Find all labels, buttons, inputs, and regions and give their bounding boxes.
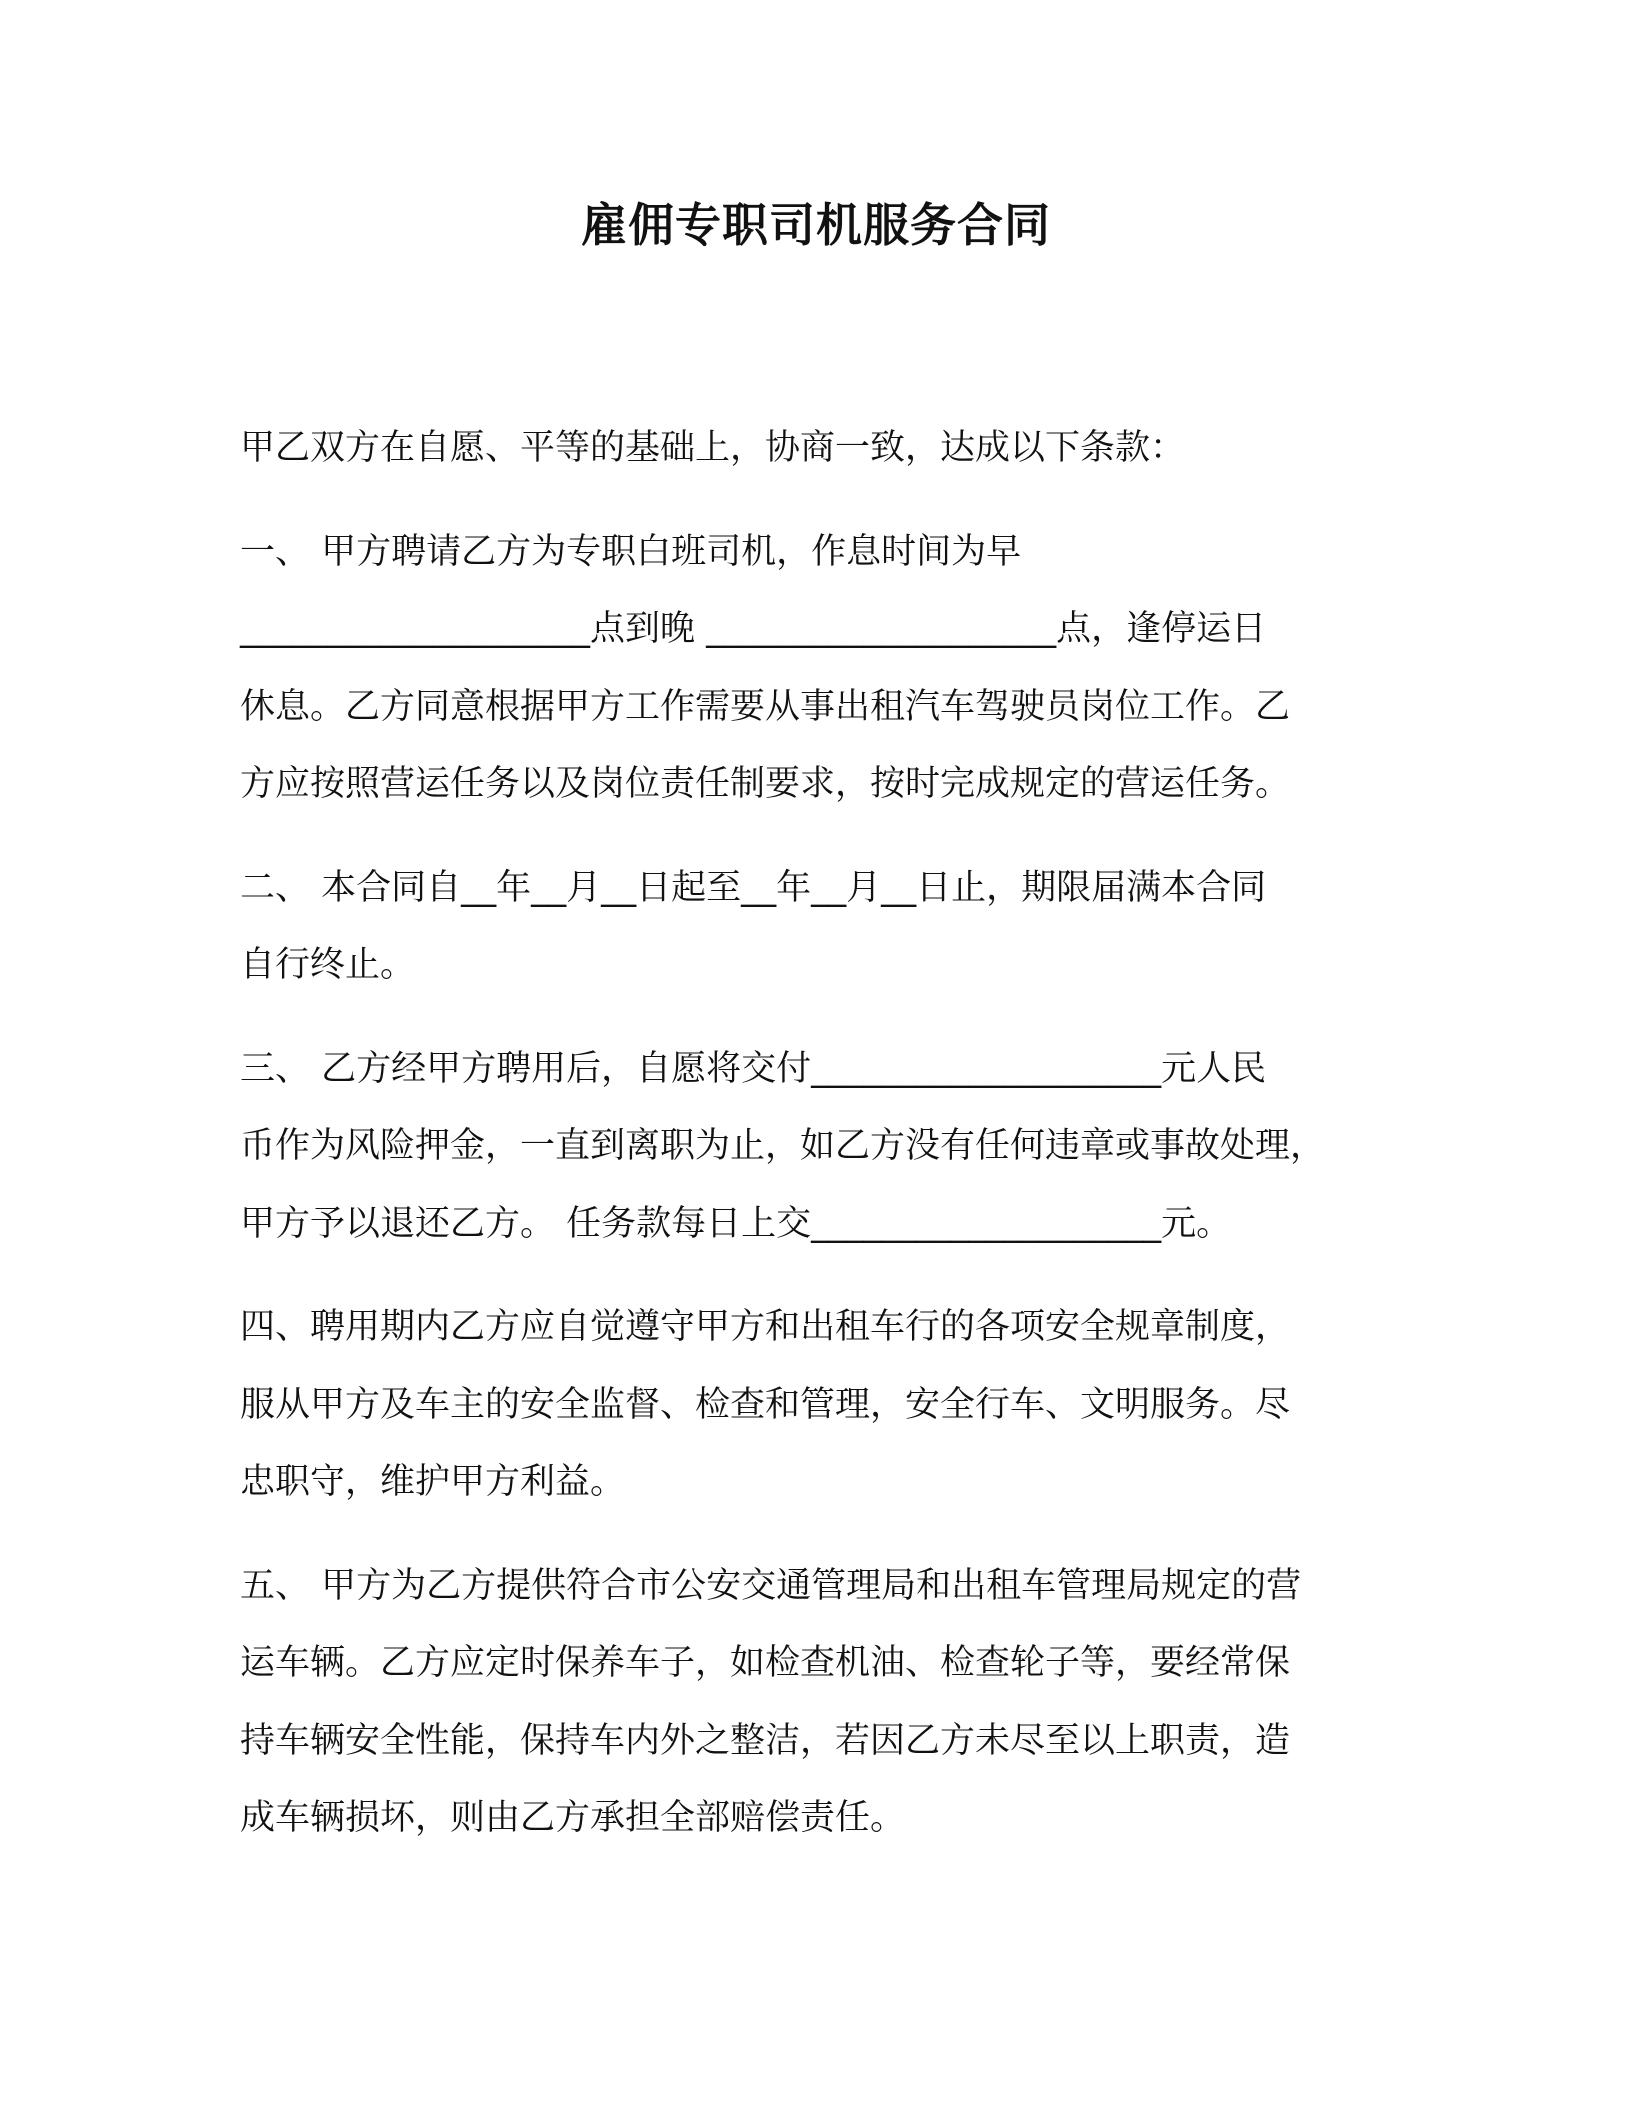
- clause-2: [240, 850, 1380, 1005]
- clause-3: [240, 1031, 1380, 1264]
- intro-line: 甲乙双方在自愿、平等的基础上，协商一致，达成以下条款：: [240, 428, 1186, 468]
- clause-5-line-4: 成车辆损坏，则由乙方承担全部赔偿责任。: [240, 1798, 906, 1838]
- clause-1-line-4: 方应按照营运任务以及岗位责任制要求，按时完成规定的营运任务。: [240, 764, 1291, 804]
- clause-5: [240, 1548, 1380, 1858]
- clause-3-line-3: 甲方予以退还乙方。 任务款每日上交____________________元。: [240, 1203, 1232, 1244]
- clause-4-line-1: 四、聘用期内乙方应自觉遵守甲方和出租车行的各项安全规章制度，: [240, 1307, 1291, 1347]
- clause-1: [240, 514, 1380, 824]
- clause-4-line-3: 忠职守，维护甲方利益。: [240, 1462, 626, 1502]
- clause-2-line-1: 二、 本合同自__年__月__日起至__年__月__日止，期限届满本合同: [240, 867, 1267, 908]
- clause-4-line-2: 服从甲方及车主的安全监督、检查和管理，安全行车、文明服务。尽: [240, 1384, 1291, 1425]
- clause-5-line-2: 运车辆。乙方应定时保养车子，如检查机油、检查轮子等，要经常保: [240, 1643, 1291, 1683]
- document-body: [240, 410, 1380, 1858]
- clause-2-line-2: 自行终止。: [240, 945, 416, 985]
- intro-paragraph: [240, 410, 1380, 488]
- document-title: 雇佣专职司机服务合同: [581, 198, 1051, 252]
- clause-3-line-1: 三、 乙方经甲方聘用后，自愿将交付____________________元人民: [240, 1048, 1267, 1089]
- clause-5-line-1: 五、 甲方为乙方提供符合市公安交通管理局和出租车管理局规定的营: [240, 1565, 1302, 1606]
- clause-3-line-2: 币作为风险押金，一直到离职为止，如乙方没有任何违章或事故处理，: [240, 1126, 1326, 1166]
- clause-1-line-2: ____________________点到晚 ____________________点，逢停运日: [240, 609, 1267, 649]
- clause-4: [240, 1289, 1380, 1522]
- clause-1-line-3: 休息。乙方同意根据甲方工作需要从事出租汽车驾驶员岗位工作。乙: [240, 686, 1291, 727]
- clause-1-line-1: 一、 甲方聘请乙方为专职白班司机，作息时间为早: [240, 531, 1022, 572]
- clause-5-line-3: 持车辆安全性能，保持车内外之整洁，若因乙方未尽至以上职责，造: [240, 1720, 1291, 1761]
